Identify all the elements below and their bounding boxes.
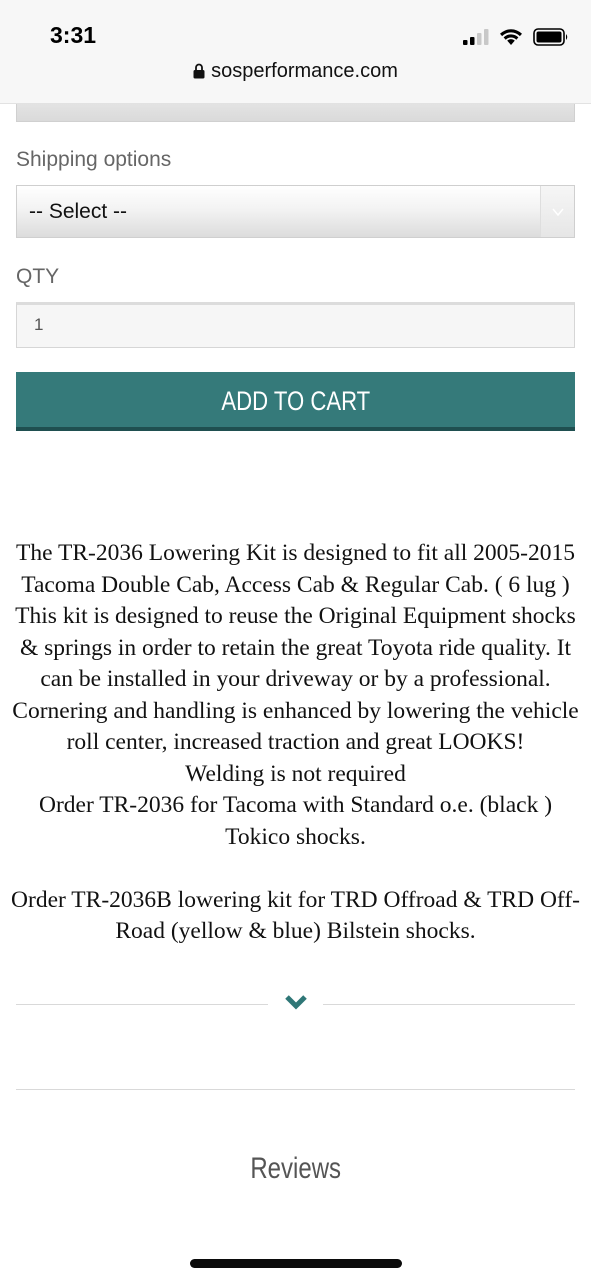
status-bar — [0, 0, 591, 104]
battery-icon — [533, 28, 569, 46]
status-icons — [463, 26, 569, 48]
wifi-icon — [499, 28, 523, 46]
url-text: sosperformance.com — [211, 60, 398, 82]
description-paragraph: The TR-2036 Lowering Kit is designed to fit all 2005-2015 Tacoma Double Cab, Access Cab & Regular Cab. ( 6 lug ) This kit is designed to reuse the Original Equipment shocks & springs in order to retain the great Toyota ride quality. It can be installed in your driveway or by a professional. Cornering and handling is enhanced by lowering the vehicle roll center, increased traction and great LOOKS! — [12, 540, 579, 755]
reviews-title-text: Reviews — [250, 1152, 341, 1185]
shipping-select-value: -- Select -- — [29, 200, 128, 223]
home-indicator[interactable] — [190, 1259, 402, 1268]
description-paragraph: Welding is not required — [185, 760, 406, 787]
status-time: 3:31 — [50, 22, 97, 48]
add-to-cart-button[interactable] — [16, 372, 575, 431]
add-to-cart-label: ADD TO CART — [221, 386, 370, 416]
divider — [323, 1004, 575, 1005]
description-paragraph: Order TR-2036B lowering kit for TRD Offroad & TRD Off-Road (yellow & blue) Bilstein shocks. — [11, 886, 580, 944]
divider — [16, 1089, 575, 1090]
chevron-down-icon — [552, 208, 564, 216]
select-arrow[interactable] — [540, 186, 574, 237]
paragraph-gap — [10, 853, 581, 885]
qty-input[interactable]: 1 — [16, 302, 575, 348]
shipping-options-select[interactable] — [16, 185, 575, 238]
qty-label: QTY — [16, 265, 60, 288]
description-paragraph: Order TR-2036 for Tacoma with Standard o.e. (black ) Tokico shocks. — [38, 792, 553, 850]
expand-chevron-icon[interactable] — [284, 994, 308, 1010]
cellular-signal-icon — [463, 29, 489, 45]
shipping-options-label: Shipping options — [16, 148, 172, 171]
lock-icon — [193, 63, 205, 79]
divider — [16, 1004, 268, 1005]
reviews-heading[interactable] — [0, 1152, 591, 1186]
address-bar[interactable] — [0, 60, 591, 83]
product-description — [10, 538, 581, 948]
previous-select-partial[interactable] — [16, 104, 575, 122]
